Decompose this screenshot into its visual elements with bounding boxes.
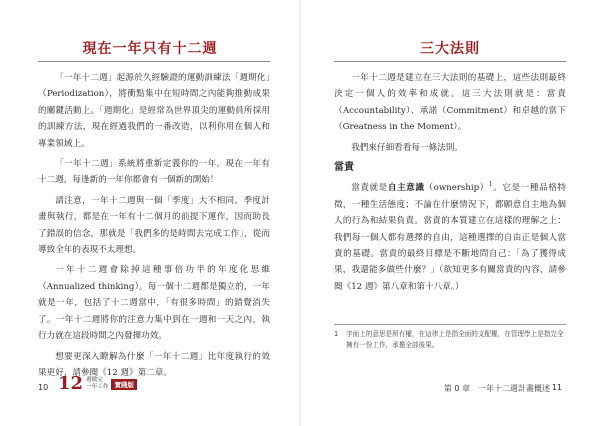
right-page-title: 三大法則 xyxy=(420,41,480,57)
left-paragraph: 請注意，一年十二週與一個「季度」大不相同。季度計畫與執行，都是在一年有十二個月的前提下運作，因而助長了錯誤的信念，那就是「我們多的是時間去完成工作」，從而導致全年的表現不太理想。 xyxy=(38,195,270,256)
left-paragraph: 「一年十二週」起源於久經驗證的運動訓練法「週期化」（Periodization），將衝點集中在短時間之內能夠推動成果的關鍵活動上。「週期化」是經常為世界頂尖的運動員所採用的訓練方法，現在經過我們的一番改造，以利你用在個人和專業領域上。 xyxy=(38,73,270,149)
book-brand-logo xyxy=(58,375,137,393)
running-head: 第 0 章 一年十二週計畫概述 xyxy=(443,384,550,393)
right-paragraph: 一年十二週是建立在三大法則的基礎上，這些法則最終決定一個人的效率和成就。這三大法則就是：當責（Accountability）、承諾（Commitment）和卓越的當下（Greatness in the Moment）。 xyxy=(334,73,566,133)
left-page-number: 10 xyxy=(38,383,49,392)
right-title-rule xyxy=(334,61,566,62)
para-rest: 。它是一種品格特徵，一種生活態度；不論在什麼情況下，都願意自主地為個人的行為和結果負責。當責的本質建立在這樣的理解之上：我們每一個人都有選擇的自由，這種選擇的自由正是個人當責的基礎。當責的最終目標是不斷地問自己：「為了獲得成果，我還能多做些什麼？」（欲知更多有關當責的內容，請參閱《12 週》第八章和第十八章。） xyxy=(334,183,566,292)
brand-line2: 一年工作 xyxy=(86,384,109,390)
left-page-title: 現在一年只有十二週 xyxy=(82,41,218,57)
brand-number: 12 xyxy=(58,373,84,394)
footnote-number: 1 xyxy=(334,330,339,338)
left-paragraph: 「一年十二週」系統將重新定義你的一年，現在一年有十二週，每逢新的一年你都會有一個新的開始！ xyxy=(38,159,270,186)
right-page-number: 11 xyxy=(551,383,562,392)
brand-line1: 週做完 xyxy=(86,377,103,383)
brand-text xyxy=(86,377,108,391)
footnote-ref: 1 xyxy=(488,181,493,189)
right-paragraph-accountability xyxy=(334,180,566,295)
left-title-rule xyxy=(38,61,270,62)
section-heading: 當責 xyxy=(334,162,354,174)
left-paragraph: 想要更深入瞭解為什麼「一年十二週」比年度執行的效果更好，請參閱《12 週》第二章。 xyxy=(38,351,270,378)
footnote-text: 字面上的意思是所有權，在這律上是指全面的支配權，在管理學上是指完全擁有一份工作，承擔全部後果。 xyxy=(346,330,564,349)
left-paragraph: 一年十二週會除掉這種事倍功半的年度化思維（Annualized thinking）。每一個十二週都是獨立的，一年就是一年，包括了十二週當中，「有很多時間」的錯覺消失了。一年十二週將你的注意力集中到在一週和一天之內，執行力就在這段時間之內發揮功效。 xyxy=(38,265,270,342)
para-bold-term: 自主意識 xyxy=(387,183,425,194)
left-body xyxy=(38,70,270,385)
para-post: （ownership） xyxy=(424,183,489,194)
brand-badge: 實踐版 xyxy=(111,379,137,390)
footnote xyxy=(334,329,566,351)
right-paragraph: 我們來仔細看看每一條法則。 xyxy=(351,142,463,153)
right-body xyxy=(334,70,566,299)
para-pre: 當責就是 xyxy=(351,183,388,194)
footnote-rule xyxy=(334,324,566,325)
right-page xyxy=(300,0,600,426)
